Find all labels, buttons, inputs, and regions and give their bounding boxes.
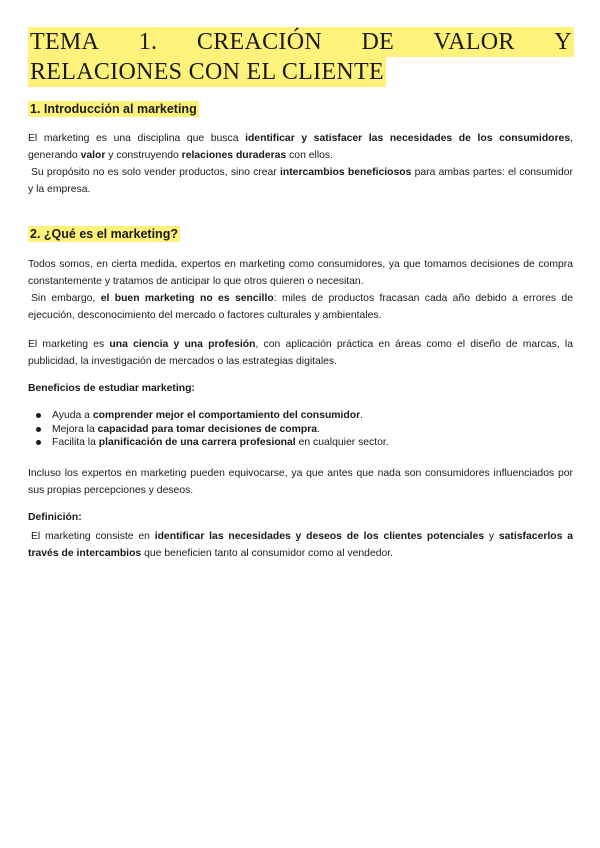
text-run: , generando bbox=[28, 133, 573, 161]
title-word: VALOR bbox=[433, 29, 515, 55]
text-run: El marketing es una disciplina que busca bbox=[28, 133, 246, 144]
title-line-1 bbox=[28, 27, 574, 57]
bullet-icon bbox=[36, 427, 41, 432]
text-run: Su propósito no es solo vender productos, sino crear bbox=[31, 167, 280, 178]
title-word: Y bbox=[554, 29, 572, 55]
text-run: en cualquier sector. bbox=[295, 437, 389, 448]
text-run: Incluso los expertos en marketing pueden equivocarse, ya que antes que nada son consumidores influenciados por sus propias percepciones y deseos. bbox=[28, 468, 573, 496]
text-run: Facilita la bbox=[52, 437, 99, 448]
text-run: El marketing es bbox=[28, 339, 110, 350]
section-heading-introduccion: 1. Introducción al marketing bbox=[30, 102, 197, 116]
definition-text bbox=[28, 528, 573, 562]
text-run: Sin embargo, bbox=[31, 293, 101, 304]
list-item-text bbox=[52, 424, 320, 435]
list-item-text bbox=[52, 410, 363, 421]
bold-text: identificar las necesidades y deseos de los clientes potenciales bbox=[154, 531, 485, 542]
title-word: TEMA bbox=[30, 29, 100, 55]
definition-label: Definición: bbox=[28, 512, 82, 523]
text-run: Ayuda a bbox=[52, 410, 93, 421]
page-title bbox=[28, 27, 574, 87]
list-item bbox=[28, 436, 568, 450]
text-run: que beneficien tanto al consumidor como al vendedor. bbox=[141, 548, 394, 559]
text-run: Mejora la bbox=[52, 423, 98, 435]
benefits-list bbox=[28, 409, 568, 450]
bold-text: satisfacerlos a través de intercambios bbox=[28, 531, 573, 559]
title-word: DE bbox=[361, 29, 395, 55]
bold-text: relaciones duraderas bbox=[181, 150, 287, 161]
paragraph bbox=[28, 164, 573, 198]
text-run: y construyendo bbox=[105, 150, 182, 161]
paragraph bbox=[28, 290, 573, 324]
paragraph bbox=[28, 256, 573, 290]
bold-text: planificación de una carrera profesional bbox=[98, 437, 296, 448]
list-item-text bbox=[52, 437, 389, 448]
text-run: y bbox=[484, 531, 499, 542]
bold-text: el buen marketing no es sencillo bbox=[100, 293, 274, 304]
text-run: . bbox=[360, 410, 364, 421]
bold-text: valor bbox=[80, 150, 106, 161]
list-item bbox=[28, 409, 568, 423]
list-item bbox=[28, 423, 568, 437]
text-run: El marketing consiste en bbox=[31, 531, 155, 542]
text-run: : miles de productos fracasan cada año debido a errores de ejecución, desconocimiento del mercado o factores culturales y ambientales. bbox=[28, 293, 573, 321]
section-heading-que-es: 2. ¿Qué es el marketing? bbox=[30, 227, 178, 241]
bullet-icon bbox=[36, 440, 41, 445]
text-run: . bbox=[317, 423, 320, 435]
bold-text: una ciencia y una profesión bbox=[109, 339, 256, 350]
text-run: , con aplicación práctica en áreas como el diseño de marcas, la publicidad, la investigación de mercados o las estrategias digitales. bbox=[28, 339, 573, 367]
bullet-icon bbox=[36, 413, 41, 418]
text-run: con ellos. bbox=[286, 150, 334, 161]
paragraph bbox=[28, 336, 573, 370]
text-run: para ambas partes: el consumidor y la empresa. bbox=[28, 167, 573, 195]
bold-text: comprender mejor el comportamiento del consumidor bbox=[92, 410, 361, 421]
benefits-label: Beneficios de estudiar marketing: bbox=[28, 383, 195, 394]
paragraph bbox=[28, 465, 573, 499]
text-run: Todos somos, en cierta medida, expertos en marketing como consumidores, ya que tomamos decisiones de compra constantemente y tratamos de anticipar lo que otros quieren o necesitan. bbox=[28, 259, 573, 287]
title-line-2: RELACIONES CON EL CLIENTE bbox=[30, 59, 384, 85]
bold-text: intercambios beneficiosos bbox=[279, 167, 412, 178]
bold-text: capacidad para tomar decisiones de compra bbox=[97, 423, 318, 435]
paragraph bbox=[28, 130, 573, 164]
bold-text: identificar y satisfacer las necesidades de los consumidores bbox=[245, 133, 571, 144]
title-word: 1. bbox=[138, 29, 158, 55]
title-word: CREACIÓN bbox=[196, 29, 322, 55]
